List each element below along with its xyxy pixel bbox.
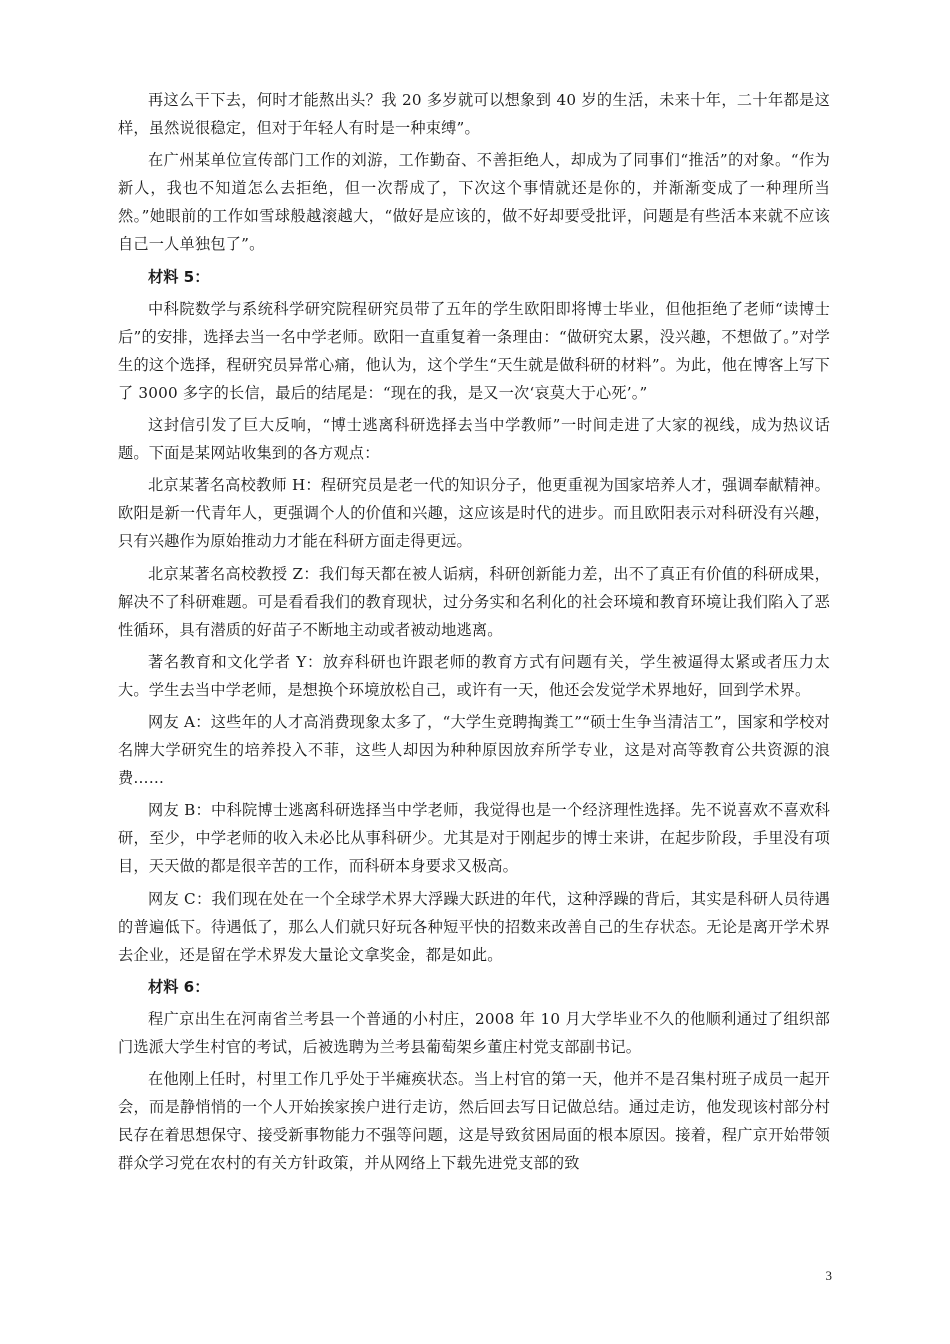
- section-heading: 材料 5：: [148, 267, 210, 286]
- paragraph: 中科院数学与系统科学研究院程研究员带了五年的学生欧阳即将博士毕业，但他拒绝了老师“读博士后”的安排，选择去当一名中学老师。欧阳一直重复着一条理由：“做研究太累，没兴趣，不想做了。”对学生的这个选择，程研究员异常心痛，他认为，这个学生“天生就是做科研的材料”。为此，他在博客上写下了 3000 多字的长信，最后的结尾是：“现在的我，是又一次‘哀莫大于心死’。”: [118, 299, 830, 402]
- page-number: 3: [825, 1268, 832, 1283]
- paragraph: 这封信引发了巨大反响，“博士逃离科研选择去当中学教师”一时间走进了大家的视线，成为热议话题。下面是某网站收集到的各方观点：: [118, 416, 830, 463]
- paragraph: 程广京出生在河南省兰考县一个普通的小村庄，2008 年 10 月大学毕业不久的他顺利通过了组织部门选派大学生村官的考试，后被选聘为兰考县葡萄架乡董庄村党支部副书记。: [118, 1009, 830, 1056]
- paragraph: 再这么干下去，何时才能熬出头？我 20 多岁就可以想象到 40 岁的生活，未来十年，二十年都是这样，虽然说很稳定，但对于年轻人有时是一种束缚”。: [118, 91, 830, 138]
- section-heading: 材料 6：: [148, 977, 210, 996]
- document-body: [118, 86, 830, 1177]
- paragraph: 在他刚上任时，村里工作几乎处于半瘫痪状态。当上村官的第一天，他并不是召集村班子成员一起开会，而是静悄悄的一个人开始挨家挨户进行走访，然后回去写日记做总结。通过走访，他发现该村部分村民存在着思想保守、接受新事物能力不强等问题，这是导致贫困局面的根本原因。接着，程广京开始带领群众学习党在农村的有关方针政策，并从网络上下载先进党支部的致: [118, 1070, 830, 1173]
- paragraph: 在广州某单位宣传部门工作的刘游，工作勤奋、不善拒绝人，却成为了同事们“推活”的对象。“作为新人，我也不知道怎么去拒绝，但一次帮成了，下次这个事情就还是你的，并渐渐变成了一种理所当然。”她眼前的工作如雪球般越滚越大，“做好是应该的，做不好却要受批评，问题是有些活本来就不应该自己一人单独包了”。: [118, 151, 830, 254]
- paragraph: 北京某著名高校教授 Z：我们每天都在被人诟病，科研创新能力差，出不了真正有价值的科研成果，解决不了科研难题。可是看看我们的教育现状，过分务实和名利化的社会环境和教育环境让我们陷入了恶性循环，具有潜质的好苗子不断地主动或者被动地逃离。: [118, 564, 830, 639]
- paragraph: 网友 C：我们现在处在一个全球学术界大浮躁大跃进的年代，这种浮躁的背后，其实是科研人员待遇的普遍低下。待遇低了，那么人们就只好玩各种短平快的招数来改善自己的生存状态。无论是离开学术界去企业，还是留在学术界发大量论文拿奖金，都是如此。: [118, 889, 830, 964]
- paragraph: 著名教育和文化学者 Y：放弃科研也许跟老师的教育方式有问题有关，学生被逼得太紧或者压力太大。学生去当中学老师，是想换个环境放松自己，或许有一天，他还会发觉学术界地好，回到学术界。: [118, 652, 830, 699]
- paragraph: 网友 A：这些年的人才高消费现象太多了，“大学生竞聘掏粪工”“硕士生争当清洁工”，国家和学校对名牌大学研究生的培养投入不菲，这些人却因为种种原因放弃所学专业，这是对高等教育公共资源的浪费……: [118, 712, 830, 788]
- paragraph: 网友 B：中科院博士逃离科研选择当中学老师，我觉得也是一个经济理性选择。先不说喜欢不喜欢科研，至少，中学老师的收入未必比从事科研少。尤其是对于刚起步的博士来讲，在起步阶段，手里没有项目，天天做的都是很辛苦的工作，而科研本身要求又极高。: [118, 801, 830, 876]
- paragraph: 北京某著名高校教师 H：程研究员是老一代的知识分子，他更重视为国家培养人才，强调奉献精神。欧阳是新一代青年人，更强调个人的价值和兴趣，这应该是时代的进步。而且欧阳表示对科研没有兴趣，只有兴趣作为原始推动力才能在科研方面走得更远。: [118, 476, 830, 551]
